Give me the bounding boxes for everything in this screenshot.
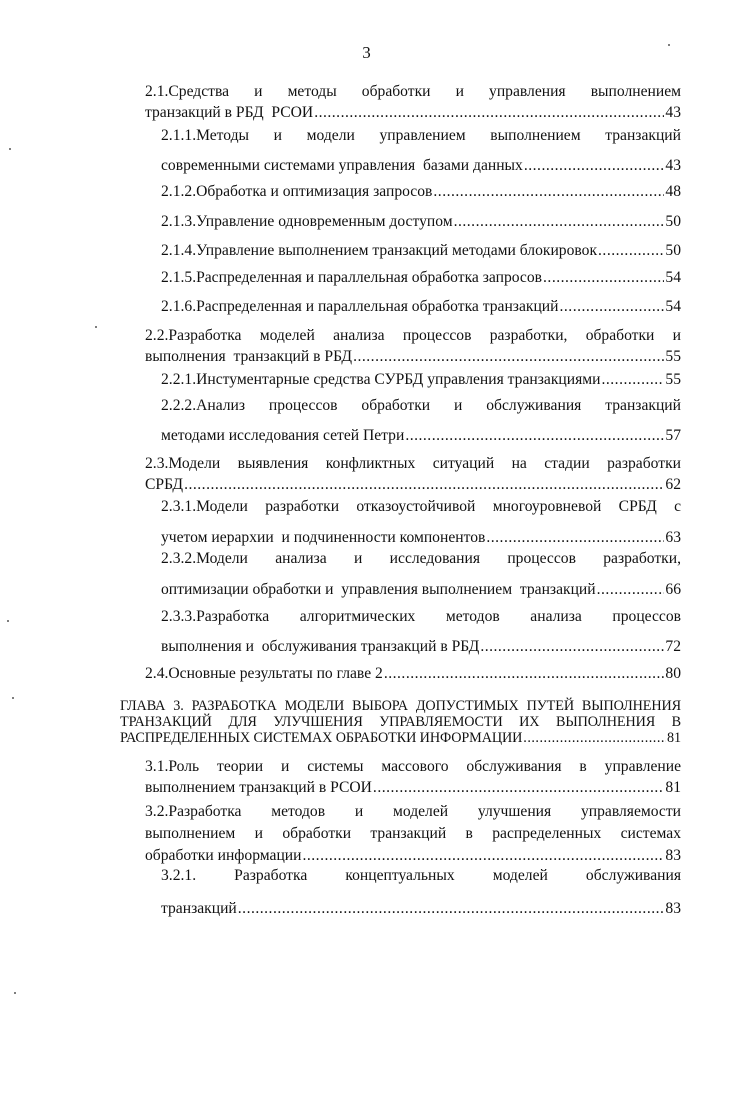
toc-entry-2-1-3[interactable] [161, 212, 681, 231]
toc-entry-title-cont: выполнения и обслуживания транзакций в РБД [161, 638, 480, 655]
toc-entry-3-2-1[interactable] [161, 866, 681, 918]
toc-entry-2-3-2[interactable] [161, 549, 681, 599]
toc-entry-title-cont: методами исследования сетей Петри [161, 427, 405, 444]
toc-page-number: 81 [665, 779, 681, 796]
toc-entry-2-1-4[interactable] [161, 241, 681, 260]
toc-leader-dots [314, 103, 664, 122]
toc-leader-dots [560, 297, 665, 316]
toc-entry-title-cont: выполнения транзакций в РБД [145, 348, 353, 365]
toc-page-number: 54 [665, 269, 681, 286]
toc-entry-title-cont: транзакций [161, 900, 237, 917]
toc-entry-title-cont: выполнением транзакций в РСОИ [145, 779, 372, 796]
scan-speck [7, 620, 9, 622]
toc-leader-dots [405, 426, 664, 445]
toc-entry-3-2[interactable] [145, 802, 681, 865]
scan-speck [668, 44, 670, 46]
toc-entry-title: 2.4.Основные результаты по главе 2 [145, 665, 383, 682]
scan-speck [12, 697, 14, 699]
toc-entry-title: 2.3.Модели выявления конфликтных ситуаций на стадии разработки [145, 455, 681, 472]
toc-leader-dots [373, 778, 664, 797]
toc-page-number: 72 [665, 638, 681, 655]
toc-entry-2-2-1[interactable] [161, 370, 681, 389]
toc-page-number: 63 [665, 529, 681, 546]
toc-leader-dots [598, 241, 664, 260]
toc-leader-dots [523, 730, 666, 746]
toc-entry-title: 2.3.3.Разработка алгоритмических методов анализа процессов [161, 608, 681, 625]
toc-page-number: 50 [665, 213, 681, 230]
toc-leader-dots [433, 182, 664, 201]
toc-leader-dots [524, 156, 665, 175]
toc-chapter-title-cont: ТРАНЗАКЦИЙ ДЛЯ УЛУЧШЕНИЯ УПРАВЛЯЕМОСТИ ИХ ВЫПОЛНЕНИЯ В [120, 714, 681, 730]
toc-entry-2-1-2[interactable] [161, 182, 681, 201]
toc-entry-title-cont: обработки информации [145, 847, 302, 864]
toc-entry-title: 2.1.3.Управление одновременным доступом [161, 213, 453, 230]
toc-leader-dots [543, 268, 664, 287]
toc-entry-title-cont: оптимизации обработки и управления выполнением транзакций [161, 581, 596, 598]
toc-entry-title: 3.2.Разработка методов и моделей улучшения управляемости [145, 803, 681, 820]
toc-leader-dots [480, 637, 664, 656]
toc-entry-title-cont: транзакций в РБД РСОИ [145, 104, 314, 121]
toc-entry-3-1[interactable] [145, 757, 681, 797]
toc-entry-title: 2.3.2.Модели анализа и исследования процессов разработки, [161, 550, 681, 567]
toc-page-number: 43 [665, 157, 681, 174]
toc-leader-dots [302, 846, 664, 865]
toc-page-number: 66 [665, 581, 681, 598]
toc-entry-title: 3.1.Роль теории и системы массового обслуживания в управление [145, 758, 681, 775]
toc-page-number: 80 [665, 665, 681, 682]
toc-entry-2-1[interactable] [145, 82, 681, 122]
toc-leader-dots [353, 347, 664, 366]
toc-entry-title: 2.2.2.Анализ процессов обработки и обслуживания транзакций [161, 397, 681, 414]
toc-chapter-title-cont: РАСПРЕДЕЛЕННЫХ СИСТЕМАХ ОБРАБОТКИ ИНФОРМАЦИИ [120, 730, 523, 746]
scan-speck [9, 148, 11, 150]
toc-entry-2-2-2[interactable] [161, 396, 681, 445]
toc-page-number: 81 [667, 730, 681, 746]
toc-leader-dots [184, 475, 664, 494]
toc-page-number: 83 [665, 847, 681, 864]
toc-entry-title: 2.2.1.Инстументарные средства СУРБД управления транзакциями [161, 371, 601, 388]
toc-page-number: 54 [665, 298, 681, 315]
toc-page-number: 62 [665, 476, 681, 493]
toc-page-number: 50 [665, 242, 681, 259]
toc-entry-title-cont: СРБД [145, 476, 184, 493]
toc-entry-2-3-3[interactable] [161, 607, 681, 656]
toc-entry-title: 3.2.1. Разработка концептуальных моделей обслуживания [161, 867, 681, 884]
toc-entry-title: 2.1.2.Обработка и оптимизация запросов [161, 183, 433, 200]
page-number: 3 [362, 43, 371, 62]
toc-page-number: 55 [665, 371, 681, 388]
toc-entry-title-cont: современными системами управления базами данных [161, 157, 523, 174]
toc-entry-2-3[interactable] [145, 454, 681, 494]
toc-entry-2-4[interactable] [145, 664, 681, 683]
toc-leader-dots [597, 580, 665, 599]
toc-leader-dots [486, 528, 664, 547]
toc-entry-title-cont: учетом иерархии и подчиненности компонентов [161, 529, 486, 546]
toc-leader-dots [238, 899, 665, 918]
toc-entry-2-1-1[interactable] [161, 126, 681, 175]
toc-entry-title: 2.2.Разработка моделей анализа процессов разработки, обработки и [145, 327, 681, 344]
toc-entry-2-2[interactable] [145, 326, 681, 366]
toc-chapter-title: ГЛАВА 3. РАЗРАБОТКА МОДЕЛИ ВЫБОРА ДОПУСТИМЫХ ПУТЕЙ ВЫПОЛНЕНИЯ [120, 698, 681, 714]
toc-chapter-3[interactable] [120, 698, 681, 746]
toc-page-number: 57 [665, 427, 681, 444]
toc-entry-2-1-5[interactable] [161, 268, 681, 287]
toc-entry-title: 2.1.1.Методы и модели управлением выполнением транзакций [161, 127, 681, 144]
toc-entry-title: 2.1.4.Управление выполнением транзакций методами блокировок [161, 242, 598, 259]
toc-leader-dots [601, 370, 664, 389]
toc-entry-title-cont: выполнением и обработки транзакций в распределенных системах [145, 825, 681, 842]
toc-page-number: 55 [665, 348, 681, 365]
toc-entry-2-3-1[interactable] [161, 497, 681, 547]
toc-entry-title: 2.1.6.Распределенная и параллельная обработка транзакций [161, 298, 559, 315]
toc-leader-dots [454, 212, 665, 231]
scan-speck [95, 326, 97, 328]
toc-page-number: 83 [665, 900, 681, 917]
toc-leader-dots [384, 664, 665, 683]
toc-entry-title: 2.1.5.Распределенная и параллельная обработка запросов [161, 269, 543, 286]
toc-entry-2-1-6[interactable] [161, 297, 681, 316]
scan-speck [14, 992, 16, 994]
toc-page-number: 48 [665, 183, 681, 200]
toc-page-number: 43 [665, 104, 681, 121]
toc-entry-title: 2.3.1.Модели разработки отказоустойчивой многоуровневой СРБД с [161, 498, 681, 515]
toc-entry-title: 2.1.Средства и методы обработки и управления выполнением [145, 83, 681, 100]
